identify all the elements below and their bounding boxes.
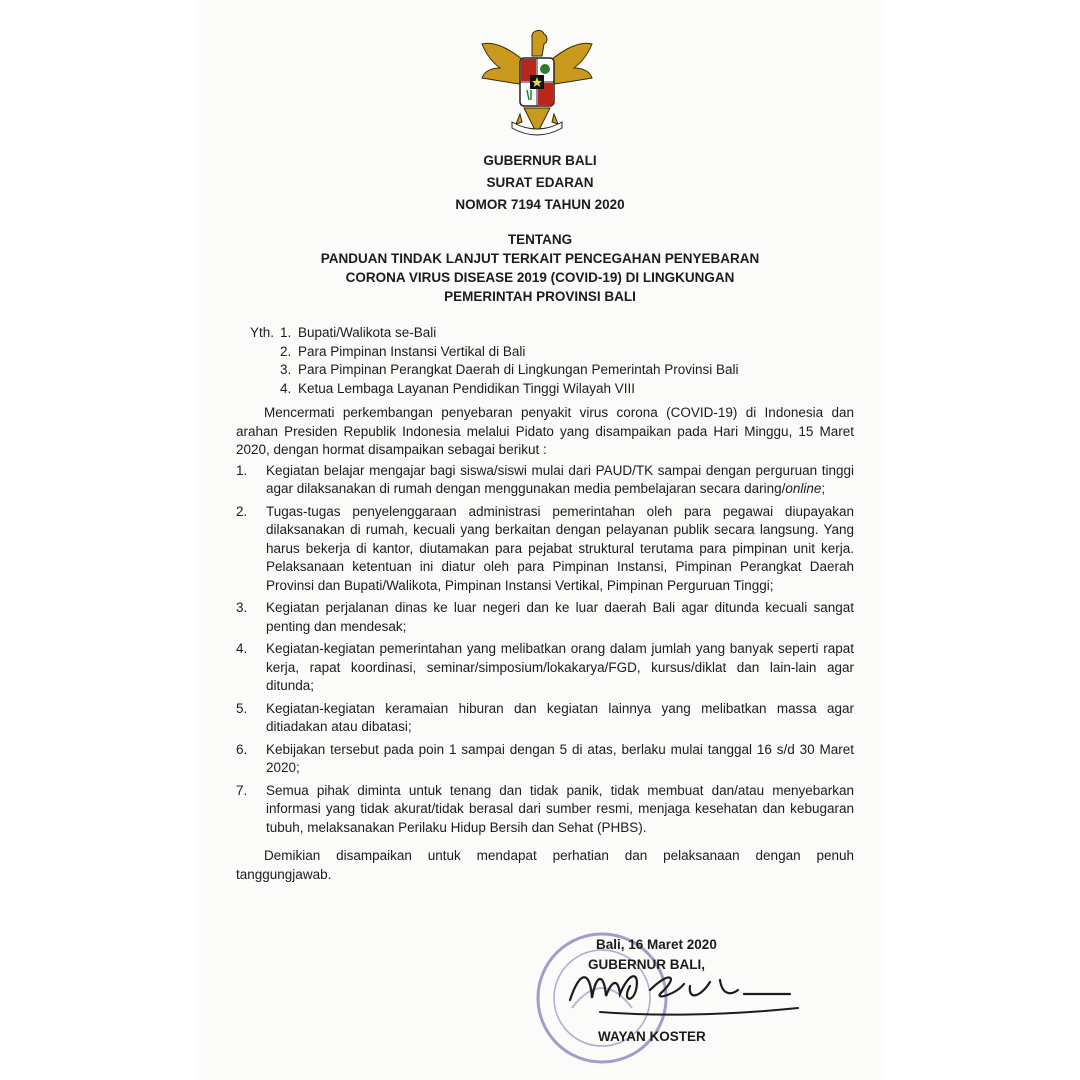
- subject-block: [196, 230, 884, 306]
- institution-name: GUBERNUR BALI: [483, 153, 597, 168]
- subject-line-1: PANDUAN TINDAK LANJUT TERKAIT PENCEGAHAN PENYEBARAN: [320, 251, 760, 266]
- signatory-title: GUBERNUR BALI,: [588, 957, 705, 972]
- recipient-item: Yth. 1. Bupati/Walikota se-Bali: [250, 324, 739, 343]
- garuda-emblem-icon: [476, 22, 598, 144]
- intro-paragraph: Mencermati perkembangan penyebaran penyakit virus corona (COVID-19) di Indonesia dan arahan Presiden Republik Indonesia melalui Pidato yang disampaikan pada Hari Minggu, 15 Maret 2020, dengan hormat disampaikan sebagai berikut :: [236, 405, 854, 457]
- list-item: 2. Tugas-tugas penyelenggaraan administrasi pemerintahan oleh para pegawai diupayakan dilaksanakan di rumah, kecuali yang berkaitan dengan pelayanan publik secara langsung. Yang harus bekerja di kantor, diutamakan para pejabat struktural terutama para pimpinan unit kerja. Pelaksanaan ketentuan ini diatur oleh para Pimpinan Instansi, Pimpinan Perangkat Daerah Provinsi dan Bupati/Walikota, Pimpinan Instansi Vertikal, Pimpinan Perguruan Tinggi;: [236, 503, 854, 593]
- about-label: TENTANG: [507, 232, 573, 247]
- closing-paragraph: Demikian disampaikan untuk mendapat perhatian dan pelaksanaan dengan penuh tanggungjawab.: [236, 848, 854, 882]
- place-date: Bali, 16 Maret 2020: [596, 937, 717, 952]
- subject-line-2: CORONA VIRUS DISEASE 2019 (COVID-19) DI LINGKUNGAN: [345, 270, 735, 285]
- handwritten-signature-icon: [560, 960, 820, 1030]
- list-item: 1. Kegiatan belajar mengajar bagi siswa/siswi mulai dari PAUD/TK sampai dengan perguruan tinggi agar dilaksanakan di rumah dengan menggunakan media pembelajaran secara daring/online;: [236, 462, 854, 496]
- list-item: 3. Kegiatan perjalanan dinas ke luar negeri dan ke luar daerah Bali agar ditunda kecuali sangat penting dan mendesak;: [236, 600, 854, 634]
- letter-body: [236, 404, 854, 886]
- recipients-prefix: Yth.: [250, 325, 275, 340]
- letter-heading: [196, 150, 884, 216]
- signatory-name: WAYAN KOSTER: [598, 1029, 706, 1044]
- recipients-list: [250, 324, 739, 398]
- list-item: 5. Kegiatan-kegiatan keramaian hiburan dan kegiatan lainnya yang melibatkan massa agar ditiadakan atau dibatasi;: [236, 700, 854, 734]
- recipient-item: 3. Para Pimpinan Perangkat Daerah di Lingkungan Pemerintah Provinsi Bali: [280, 362, 739, 377]
- instruction-list: [236, 462, 854, 838]
- document-type: SURAT EDARAN: [486, 175, 594, 190]
- recipient-item: 2. Para Pimpinan Instansi Vertikal di Bali: [280, 343, 526, 359]
- subject-line-3: PEMERINTAH PROVINSI BALI: [444, 289, 636, 304]
- list-item: 4. Kegiatan-kegiatan pemerintahan yang melibatkan orang dalam jumlah yang banyak seperti rapat kerja, rapat koordinasi, seminar/simposium/lokakarya/FGD, kursus/diklat dan lain-lain agar ditunda;: [236, 641, 854, 693]
- list-item: 6. Kebijakan tersebut pada poin 1 sampai dengan 5 di atas, berlaku mulai tanggal 16 s/d 30 Maret 2020;: [236, 741, 854, 775]
- list-item: 7. Semua pihak diminta untuk tenang dan tidak panik, tidak membuat dan/atau menyebarkan informasi yang tidak akurat/tidak berasal dari sumber resmi, menjaga kesehatan dan kebugaran tubuh, melaksanakan Perilaku Hidup Bersih dan Sehat (PHBS).: [236, 782, 854, 835]
- document-number: NOMOR 7194 TAHUN 2020: [455, 197, 625, 212]
- recipient-item: 4. Ketua Lembaga Layanan Pendidikan Tinggi Wilayah VIII: [280, 380, 635, 396]
